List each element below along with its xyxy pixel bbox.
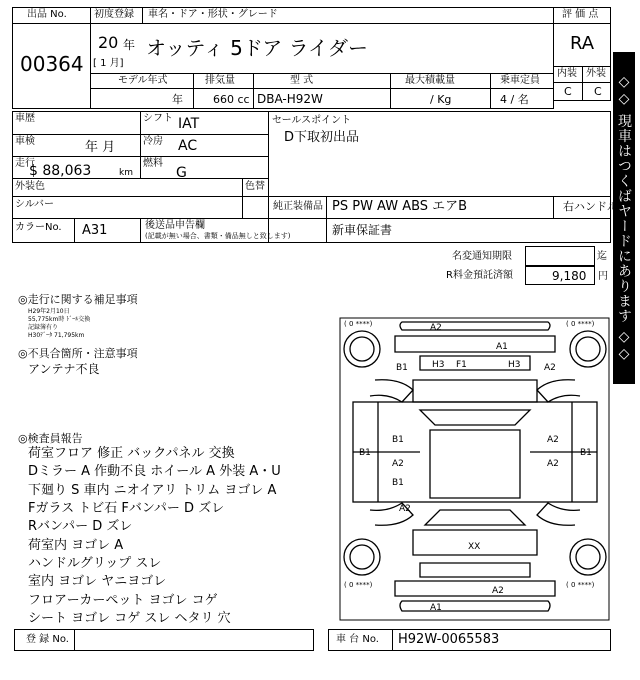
report-line-5: Rバンパー D ズレ: [28, 519, 133, 534]
shift-label: シフト: [143, 113, 173, 124]
mileage-label: 走行: [15, 158, 35, 169]
lot-no-label: 出品 No.: [27, 9, 67, 20]
equipment: PS PW AW ABS エアB: [332, 199, 468, 214]
defect-text: アンテナ不良: [28, 362, 100, 376]
sales-point: D下取初出品: [284, 130, 360, 145]
inspection-value: 年 月: [85, 140, 116, 155]
rear-panel-outline: [395, 581, 555, 596]
inspection-label: 車検: [15, 136, 35, 147]
report-line-6: 荷室内 ヨゴレ A: [28, 538, 124, 553]
warranty: 新車保証書: [332, 223, 393, 237]
fender-front-right-outline: [537, 380, 580, 402]
color-change-label: 色替: [245, 181, 265, 192]
first-reg-month: [ 1 月]: [93, 58, 124, 69]
ac-label: 冷房: [143, 136, 163, 147]
first-reg-label: 初度登録: [94, 9, 134, 20]
exterior-label: 外装: [586, 68, 606, 79]
first-reg-year: 20: [98, 33, 119, 52]
ac-value: AC: [178, 138, 198, 154]
spec-label-capacity: 乗車定員: [500, 75, 540, 86]
mileage-unit: km: [119, 168, 133, 178]
color-no: A31: [82, 223, 108, 238]
aftermarket-note: (記載が無い場合、書類・備品無しと致します): [145, 232, 291, 240]
report-line-9: フロアーカーペット ヨゴレ コゲ: [28, 593, 218, 608]
mark-door-front-left: B1: [392, 435, 404, 445]
corner-label-tl: ( 0 ****): [344, 320, 373, 328]
mileage-note-4: H30ﾃﾞｰﾀ 71,795km: [28, 332, 85, 339]
yard-location-banner: ◇◇ 現車はつくばヤードにあります ◇◇: [613, 52, 635, 384]
recycle-value: 9,180: [552, 269, 587, 283]
fuel-label: 燃料: [143, 158, 163, 169]
model-code: DBA-H92W: [257, 92, 323, 106]
mark-sill-left: B1: [392, 478, 404, 488]
model-year-suffix: 年: [172, 93, 183, 106]
chassis-label: 車 台 No.: [336, 634, 379, 645]
corner-label-tr: ( 0 ****): [566, 320, 595, 328]
mark-door-rear-right: A2: [547, 459, 559, 469]
report-line-1: 荷室フロア 修正 バックパネル 交換: [28, 446, 235, 461]
corner-label-bl: ( 0 ****): [344, 581, 373, 589]
inspector-report-title: ◎検査員報告: [18, 432, 83, 445]
lot-no: 00364: [20, 52, 84, 76]
spec-label-max-load: 最大積載量: [405, 75, 455, 86]
car-name: オッティ 5ドア ライダー: [146, 36, 369, 60]
mark-fender-rear-left: A2: [399, 504, 411, 514]
fuel-value: G: [176, 165, 187, 181]
first-reg-year-unit: 年: [123, 38, 136, 52]
spec-label-model-code: 型 式: [290, 75, 314, 86]
mark-fender-front-left: B1: [396, 363, 408, 373]
aftermarket-label: 後送品申告欄: [145, 220, 205, 231]
fender-rear-right-outline: [537, 503, 580, 525]
score-value: RA: [570, 33, 595, 54]
interior-score: C: [564, 85, 572, 98]
mileage-notes-title: ◎走行に関する補足事項: [18, 293, 138, 306]
mileage-note-1: H29年2月10日: [28, 308, 70, 315]
mileage-note-2: 55,775km時 ﾄﾞｰﾙ交換: [28, 316, 91, 323]
report-line-8: 室内 ヨゴレ ヤニヨゴレ: [28, 574, 167, 589]
report-line-7: ハンドルグリップ スレ: [28, 556, 162, 571]
defect-notes-title: ◎不具合箇所・注意事項: [18, 347, 138, 360]
report-line-3: 下廻り S 車内 ニオイアリ トリム ヨゴレ A: [28, 483, 277, 498]
deadline-box: [525, 246, 595, 266]
capacity: 4 / 名: [500, 93, 529, 106]
chassis-no: H92W-0065583: [398, 632, 500, 647]
max-load: / Kg: [430, 93, 452, 106]
car-damage-diagram: [338, 314, 613, 626]
corner-label-br: ( 0 ****): [566, 581, 595, 589]
mark-front-grille: A1: [496, 342, 508, 352]
ext-color-label: 外装色: [15, 181, 45, 192]
spec-label-model-year: モデル年式: [118, 75, 168, 86]
handle-side: 右ハンドル: [563, 200, 618, 213]
mileage-value: $ 88,063: [29, 163, 92, 179]
exterior-score: C: [594, 85, 602, 98]
color-no-label: カラーNo.: [15, 222, 62, 233]
deadline-suffix: 迄: [597, 251, 607, 262]
mark-front-bumper: A2: [430, 323, 442, 333]
mark-door-front-left-outer: B1: [359, 448, 371, 458]
car-name-label: 車名・ドア・形状・グレード: [148, 9, 278, 20]
score-label: 評 価 点: [562, 9, 599, 20]
rear-lights-outline: [420, 563, 530, 577]
deadline-label: 名変通知期限: [452, 251, 512, 262]
mark-door-front-right: A2: [547, 435, 559, 445]
mark-rear-bumper: A1: [430, 603, 442, 613]
mark-hood-center: F1: [456, 360, 467, 370]
rear-window-outline: [425, 510, 525, 525]
hood-outline: [413, 380, 537, 402]
mark-headlight-right: H3: [508, 360, 521, 370]
shift-value: IAT: [178, 116, 200, 132]
report-line-4: Fガラス トビ石 Fバンパー D ズレ: [28, 501, 225, 516]
ext-color: シルバー: [15, 199, 55, 210]
interior-label: 内装: [557, 68, 577, 79]
history-label: 車歴: [15, 113, 35, 124]
registration-label: 登 録 No.: [26, 634, 69, 645]
front-grille-outline: [395, 336, 555, 352]
report-line-10: シート ヨゴレ コゲ スレ ヘタリ 穴: [28, 611, 231, 626]
rear-bumper-outline: [400, 601, 550, 611]
mark-headlight-left: H3: [432, 360, 445, 370]
mileage-note-3: 記録簿有り: [28, 324, 59, 331]
displacement: 660 cc: [213, 93, 250, 106]
fender-front-left-outline: [370, 380, 413, 402]
mark-door-rear-right-outer: B1: [580, 448, 592, 458]
recycle-label: R料金預託済額: [446, 270, 513, 281]
roof-outline: [430, 430, 520, 498]
spec-label-displacement: 排気量: [205, 75, 235, 86]
report-line-2: Dミラー A 作動不良 ホイール A 外装 A・U: [28, 464, 281, 479]
equipment-label: 純正装備品: [273, 201, 323, 212]
recycle-unit: 円: [598, 271, 608, 282]
mark-trunk: XX: [468, 542, 481, 552]
windshield-outline: [420, 410, 530, 425]
mark-rear-panel: A2: [492, 586, 504, 596]
mark-door-rear-left: A2: [392, 459, 404, 469]
mark-fender-front-right: A2: [544, 363, 556, 373]
sales-point-label: セールスポイント: [272, 115, 352, 126]
front-bumper-outline: [400, 322, 550, 330]
